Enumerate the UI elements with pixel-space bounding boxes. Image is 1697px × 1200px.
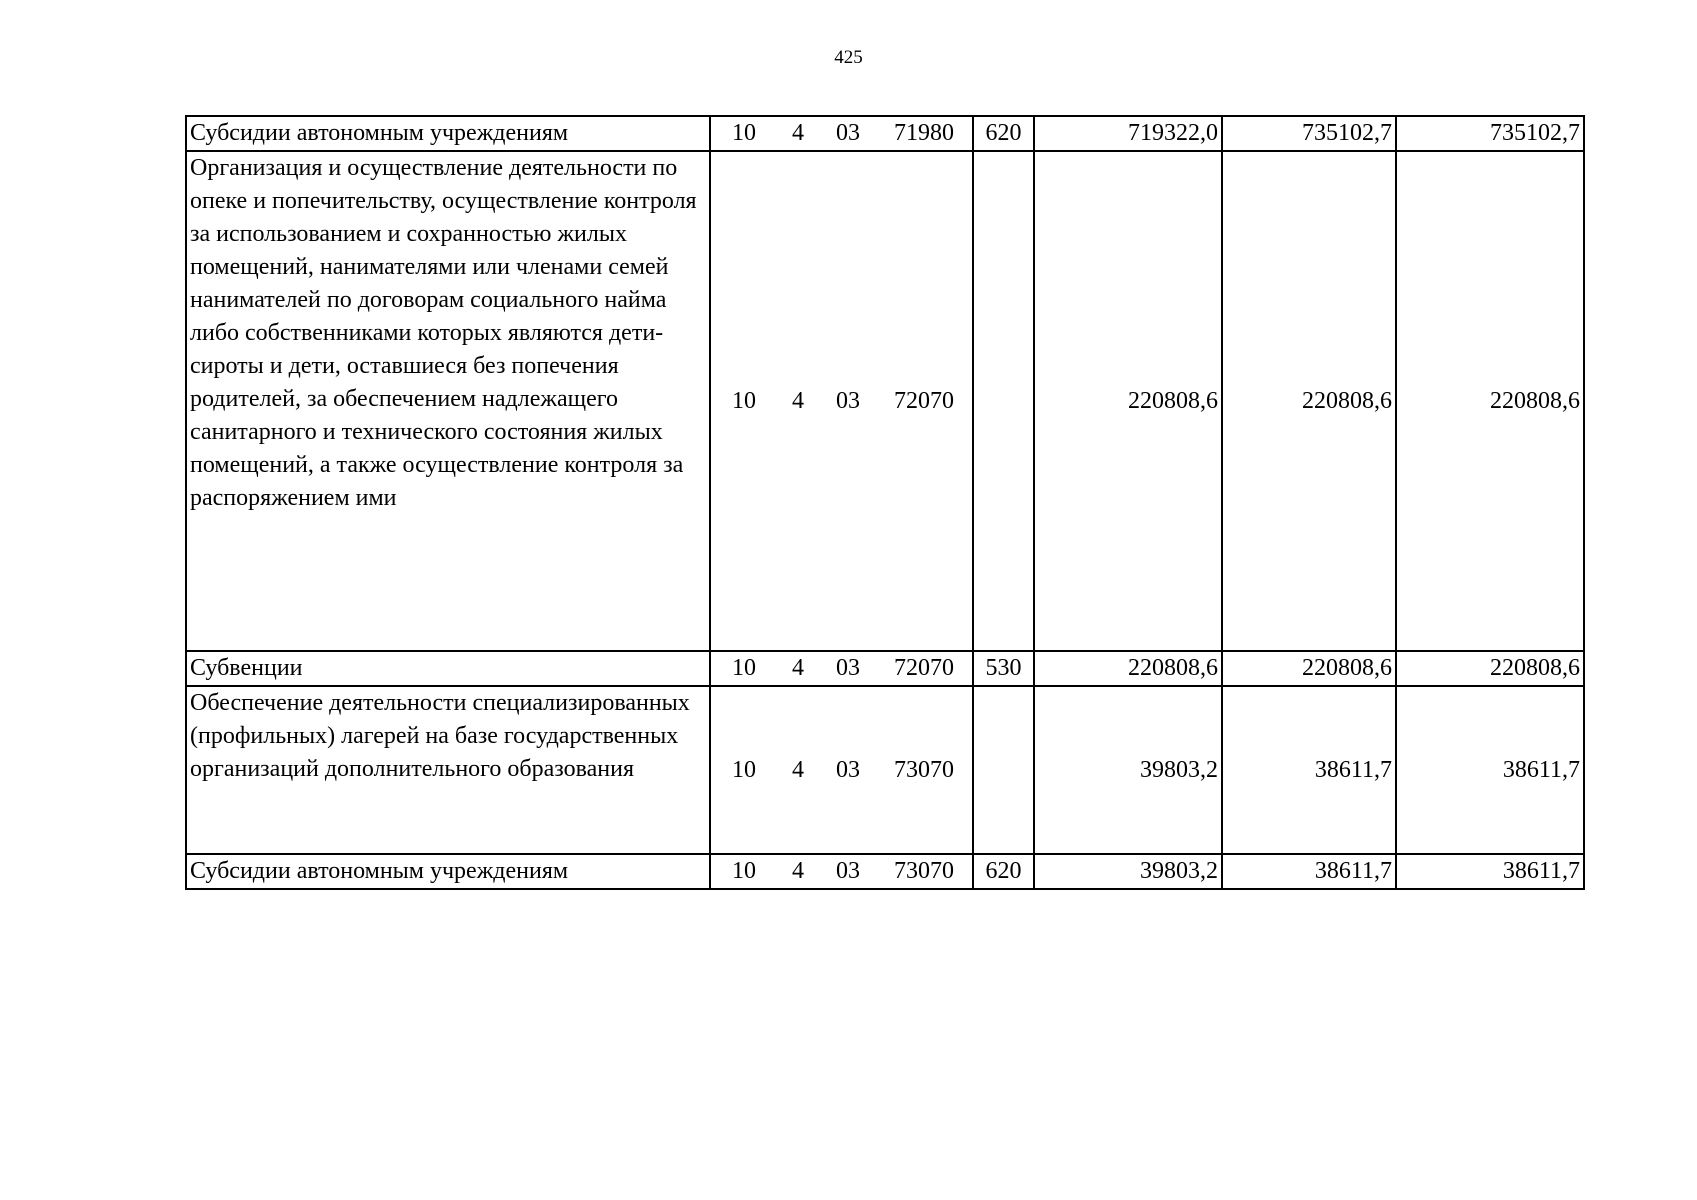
amount-year-3: 220808,6 bbox=[1396, 151, 1584, 651]
row-name: Субсидии автономным учреждениям bbox=[186, 116, 710, 151]
expense-type-code: 620 bbox=[973, 854, 1034, 889]
target-code: 72070 bbox=[894, 387, 954, 414]
section-code: 10 bbox=[732, 120, 756, 146]
amount-year-3: 38611,7 bbox=[1396, 686, 1584, 854]
amount-year-3: 735102,7 bbox=[1396, 116, 1584, 151]
budget-table bbox=[185, 115, 1585, 890]
table-row bbox=[186, 116, 1584, 151]
section-code: 10 bbox=[732, 756, 756, 783]
table-row bbox=[186, 151, 1584, 651]
row-name: Субсидии автономным учреждениям bbox=[186, 854, 710, 889]
row-name: Субвенции bbox=[186, 651, 710, 686]
program-code: 03 bbox=[836, 858, 860, 884]
page-number: 425 bbox=[834, 47, 863, 68]
classification-codes bbox=[710, 686, 973, 854]
expense-type-code bbox=[973, 686, 1034, 854]
subsection-code: 4 bbox=[792, 858, 804, 884]
amount-year-2: 220808,6 bbox=[1222, 151, 1396, 651]
amount-year-2: 735102,7 bbox=[1222, 116, 1396, 151]
subsection-code: 4 bbox=[792, 756, 804, 783]
table-row bbox=[186, 651, 1584, 686]
expense-type-code: 530 bbox=[973, 651, 1034, 686]
row-name: Обеспечение деятельности специализированных (профильных) лагерей на базе государственных организаций дополнительного образования bbox=[186, 686, 710, 854]
subsection-code: 4 bbox=[792, 120, 804, 146]
classification-codes bbox=[710, 854, 973, 889]
section-code: 10 bbox=[732, 655, 756, 681]
program-code: 03 bbox=[836, 120, 860, 146]
expense-type-code: 620 bbox=[973, 116, 1034, 151]
amount-year-3: 38611,7 bbox=[1396, 854, 1584, 889]
classification-codes bbox=[710, 116, 973, 151]
classification-codes bbox=[710, 651, 973, 686]
table-row bbox=[186, 686, 1584, 854]
target-code: 73070 bbox=[894, 756, 954, 783]
amount-year-2: 38611,7 bbox=[1222, 854, 1396, 889]
amount-year-1: 39803,2 bbox=[1034, 686, 1222, 854]
target-code: 72070 bbox=[894, 655, 954, 681]
subsection-code: 4 bbox=[792, 387, 804, 414]
amount-year-1: 719322,0 bbox=[1034, 116, 1222, 151]
amount-year-1: 39803,2 bbox=[1034, 854, 1222, 889]
section-code: 10 bbox=[732, 387, 756, 414]
expense-type-code bbox=[973, 151, 1034, 651]
program-code: 03 bbox=[836, 756, 860, 783]
amount-year-3: 220808,6 bbox=[1396, 651, 1584, 686]
table-row bbox=[186, 854, 1584, 889]
classification-codes bbox=[710, 151, 973, 651]
target-code: 73070 bbox=[894, 858, 954, 884]
section-code: 10 bbox=[732, 858, 756, 884]
target-code: 71980 bbox=[894, 120, 954, 146]
amount-year-1: 220808,6 bbox=[1034, 151, 1222, 651]
amount-year-1: 220808,6 bbox=[1034, 651, 1222, 686]
program-code: 03 bbox=[836, 655, 860, 681]
subsection-code: 4 bbox=[792, 655, 804, 681]
row-name: Организация и осуществление деятельности по опеке и попечительству, осуществление контроля за использованием и сохранностью жилых помещений, нанимателями или членами семей нанимателей по договорам социального найма либо собственниками которых являются дети-сироты и дети, оставшиеся без попечения родителей, за обеспечением надлежащего санитарного и технического состояния жилых помещений, а также осуществление контроля за распоряжением ими bbox=[186, 151, 710, 651]
amount-year-2: 38611,7 bbox=[1222, 686, 1396, 854]
program-code: 03 bbox=[836, 387, 860, 414]
amount-year-2: 220808,6 bbox=[1222, 651, 1396, 686]
